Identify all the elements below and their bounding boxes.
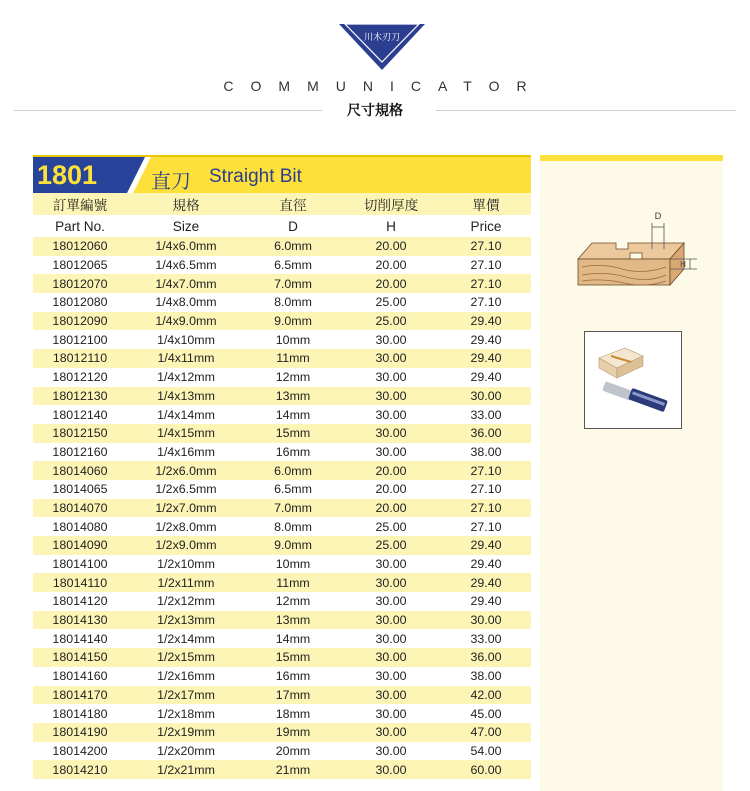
table-cell: 1/4x9.0mm [127, 312, 245, 331]
table-cell: 18012140 [33, 405, 127, 424]
product-title-en: Straight Bit [209, 166, 302, 187]
table-cell: Price [441, 215, 531, 237]
dimension-d-label: D [654, 212, 662, 222]
table-cell: 1/2x10mm [127, 555, 245, 574]
table-cell: 18014160 [33, 667, 127, 686]
table-cell: 30.00 [441, 387, 531, 406]
table-cell: 7.0mm [245, 274, 341, 293]
table-cell: 1/2x12mm [127, 592, 245, 611]
table-cell: Part No. [33, 215, 127, 237]
table-cell: 27.10 [441, 237, 531, 256]
table-cell: 29.40 [441, 349, 531, 368]
table-cell: 1/4x11mm [127, 349, 245, 368]
table-row [33, 424, 531, 443]
table-cell: 27.10 [441, 499, 531, 518]
table-cell: 1/4x8.0mm [127, 293, 245, 312]
table-cell: 27.10 [441, 480, 531, 499]
table-cell: 18014080 [33, 517, 127, 536]
table-cell: 30.00 [341, 686, 441, 705]
table-cell: 1/2x21mm [127, 760, 245, 779]
table-cell: 27.10 [441, 293, 531, 312]
table-row [33, 461, 531, 480]
table-cell: 18mm [245, 704, 341, 723]
table-cell: 29.40 [441, 573, 531, 592]
table-row [33, 555, 531, 574]
table-cell: 30.00 [341, 349, 441, 368]
table-cell: 45.00 [441, 704, 531, 723]
table-cell: 25.00 [341, 517, 441, 536]
table-cell: 10mm [245, 555, 341, 574]
table-row [33, 368, 531, 387]
table-cell: 18012090 [33, 312, 127, 331]
table-row [33, 349, 531, 368]
table-cell: 18014110 [33, 573, 127, 592]
page-subtitle: 尺寸規格 [347, 102, 403, 118]
dimension-h-label: H [679, 260, 687, 269]
table-row [33, 293, 531, 312]
table-cell: 18012130 [33, 387, 127, 406]
table-cell: 18014180 [33, 704, 127, 723]
table-cell: 19mm [245, 723, 341, 742]
table-cell: 18014210 [33, 760, 127, 779]
table-cell: 18012100 [33, 330, 127, 349]
table-cell: 1/4x12mm [127, 368, 245, 387]
table-cell: 36.00 [441, 648, 531, 667]
table-cell: 15mm [245, 648, 341, 667]
table-cell: 18014200 [33, 742, 127, 761]
table-cell: 1/4x6.5mm [127, 256, 245, 275]
table-cell: 18014170 [33, 686, 127, 705]
table-cell: 18014065 [33, 480, 127, 499]
table-header-en [33, 215, 531, 237]
table-row [33, 723, 531, 742]
table-cell: 1/4x16mm [127, 443, 245, 462]
table-cell: 單價 [441, 193, 531, 215]
table-cell: D [245, 215, 341, 237]
table-cell: 1/2x6.0mm [127, 461, 245, 480]
table-cell: 47.00 [441, 723, 531, 742]
router-bit-image [585, 332, 681, 428]
table-cell: Size [127, 215, 245, 237]
spec-table [33, 155, 531, 779]
table-cell: 20.00 [341, 256, 441, 275]
table-cell: 20.00 [341, 461, 441, 480]
table-row [33, 648, 531, 667]
table-cell: 18014120 [33, 592, 127, 611]
table-cell: 30.00 [341, 648, 441, 667]
header-slash [121, 157, 151, 193]
table-cell: 27.10 [441, 517, 531, 536]
table-cell: 18014070 [33, 499, 127, 518]
table-row [33, 274, 531, 293]
table-cell: 規格 [127, 193, 245, 215]
table-cell: 1/2x6.5mm [127, 480, 245, 499]
table-cell: 30.00 [341, 629, 441, 648]
table-cell: 29.40 [441, 330, 531, 349]
illustration-panel [540, 155, 723, 791]
table-cell: 30.00 [341, 592, 441, 611]
table-row [33, 686, 531, 705]
table-row [33, 760, 531, 779]
table-cell: 18012080 [33, 293, 127, 312]
table-cell: 11mm [245, 573, 341, 592]
table-row [33, 237, 531, 256]
table-cell: 16mm [245, 443, 341, 462]
table-cell: 29.40 [441, 592, 531, 611]
table-cell: 30.00 [341, 405, 441, 424]
table-cell: 18012060 [33, 237, 127, 256]
product-header [33, 155, 531, 193]
table-cell: 1/4x10mm [127, 330, 245, 349]
brand-name: COMMUNICATOR [223, 78, 544, 94]
table-cell: 33.00 [441, 629, 531, 648]
table-cell: 1/2x9.0mm [127, 536, 245, 555]
table-row [33, 387, 531, 406]
table-row [33, 611, 531, 630]
table-row [33, 405, 531, 424]
table-cell: 18014090 [33, 536, 127, 555]
logo-text: 川木刃刀 [363, 33, 401, 43]
table-cell: 29.40 [441, 536, 531, 555]
table-cell: 30.00 [441, 611, 531, 630]
table-cell: 30.00 [341, 443, 441, 462]
table-cell: 27.10 [441, 461, 531, 480]
table-cell: 1/2x13mm [127, 611, 245, 630]
table-cell: 30.00 [341, 611, 441, 630]
table-cell: 1/2x8.0mm [127, 517, 245, 536]
table-cell: 13mm [245, 611, 341, 630]
table-cell: 1/4x6.0mm [127, 237, 245, 256]
table-cell: 14mm [245, 629, 341, 648]
table-cell: 1/4x14mm [127, 405, 245, 424]
table-cell: 18014130 [33, 611, 127, 630]
table-cell: 16mm [245, 667, 341, 686]
table-cell: 18012160 [33, 443, 127, 462]
table-cell: 1/4x15mm [127, 424, 245, 443]
table-cell: 30.00 [341, 742, 441, 761]
table-cell: 11mm [245, 349, 341, 368]
table-cell: 9.0mm [245, 312, 341, 331]
table-cell: 1/2x18mm [127, 704, 245, 723]
table-cell: 14mm [245, 405, 341, 424]
spec-grid [33, 193, 531, 779]
table-cell: 42.00 [441, 686, 531, 705]
table-row [33, 704, 531, 723]
table-cell: 8.0mm [245, 517, 341, 536]
table-cell: 12mm [245, 592, 341, 611]
product-code: 1801 [33, 157, 128, 193]
table-cell: 33.00 [441, 405, 531, 424]
table-cell: 6.0mm [245, 237, 341, 256]
table-cell: 17mm [245, 686, 341, 705]
table-cell: 10mm [245, 330, 341, 349]
table-cell: 20.00 [341, 274, 441, 293]
brand-logo [337, 22, 427, 72]
table-row [33, 480, 531, 499]
table-row [33, 517, 531, 536]
table-cell: 1/2x7.0mm [127, 499, 245, 518]
table-cell: 25.00 [341, 536, 441, 555]
product-title-cn: 直刀 [151, 171, 191, 193]
table-cell: 60.00 [441, 760, 531, 779]
table-cell: 29.40 [441, 555, 531, 574]
table-cell: 38.00 [441, 443, 531, 462]
table-cell: 1/2x14mm [127, 629, 245, 648]
table-cell: 30.00 [341, 387, 441, 406]
table-cell: 訂單編號 [33, 193, 127, 215]
table-cell: 18014140 [33, 629, 127, 648]
table-cell: 7.0mm [245, 499, 341, 518]
table-cell: 29.40 [441, 312, 531, 331]
table-cell: 20.00 [341, 499, 441, 518]
table-cell: 30.00 [341, 330, 441, 349]
table-cell: 18012070 [33, 274, 127, 293]
table-cell: 30.00 [341, 760, 441, 779]
table-row [33, 312, 531, 331]
table-cell: 30.00 [341, 573, 441, 592]
table-row [33, 443, 531, 462]
table-cell: 21mm [245, 760, 341, 779]
table-cell: 38.00 [441, 667, 531, 686]
table-cell: 6.5mm [245, 256, 341, 275]
table-row [33, 742, 531, 761]
table-cell: 30.00 [341, 704, 441, 723]
table-cell: 27.10 [441, 256, 531, 275]
table-cell: 27.10 [441, 274, 531, 293]
table-cell: 25.00 [341, 293, 441, 312]
table-cell: 18014100 [33, 555, 127, 574]
table-cell: 15mm [245, 424, 341, 443]
table-cell: 30.00 [341, 424, 441, 443]
table-row [33, 573, 531, 592]
cut-diagram [572, 205, 702, 300]
table-cell: 1/2x11mm [127, 573, 245, 592]
table-cell: 9.0mm [245, 536, 341, 555]
table-cell: 30.00 [341, 723, 441, 742]
table-cell: 20.00 [341, 480, 441, 499]
table-cell: 12mm [245, 368, 341, 387]
table-cell: H [341, 215, 441, 237]
table-cell: 8.0mm [245, 293, 341, 312]
table-cell: 1/2x17mm [127, 686, 245, 705]
table-row [33, 256, 531, 275]
table-cell: 1/2x15mm [127, 648, 245, 667]
table-header-cn [33, 193, 531, 215]
table-cell: 18012065 [33, 256, 127, 275]
table-cell: 30.00 [341, 667, 441, 686]
table-cell: 18014190 [33, 723, 127, 742]
table-row [33, 499, 531, 518]
table-cell: 6.0mm [245, 461, 341, 480]
table-cell: 54.00 [441, 742, 531, 761]
table-cell: 13mm [245, 387, 341, 406]
table-row [33, 592, 531, 611]
table-cell: 切削厚度 [341, 193, 441, 215]
table-cell: 30.00 [341, 555, 441, 574]
table-cell: 6.5mm [245, 480, 341, 499]
table-cell: 30.00 [341, 368, 441, 387]
table-cell: 18014150 [33, 648, 127, 667]
product-photo [584, 331, 682, 429]
table-cell: 18012150 [33, 424, 127, 443]
table-cell: 18012110 [33, 349, 127, 368]
table-row [33, 330, 531, 349]
table-cell: 20mm [245, 742, 341, 761]
table-cell: 直徑 [245, 193, 341, 215]
table-cell: 36.00 [441, 424, 531, 443]
table-cell: 18014060 [33, 461, 127, 480]
table-cell: 25.00 [341, 312, 441, 331]
table-row [33, 629, 531, 648]
table-cell: 1/2x16mm [127, 667, 245, 686]
table-cell: 1/2x20mm [127, 742, 245, 761]
table-cell: 29.40 [441, 368, 531, 387]
table-cell: 20.00 [341, 237, 441, 256]
table-cell: 18012120 [33, 368, 127, 387]
table-cell: 1/2x19mm [127, 723, 245, 742]
table-cell: 1/4x13mm [127, 387, 245, 406]
table-row [33, 536, 531, 555]
table-cell: 1/4x7.0mm [127, 274, 245, 293]
table-row [33, 667, 531, 686]
